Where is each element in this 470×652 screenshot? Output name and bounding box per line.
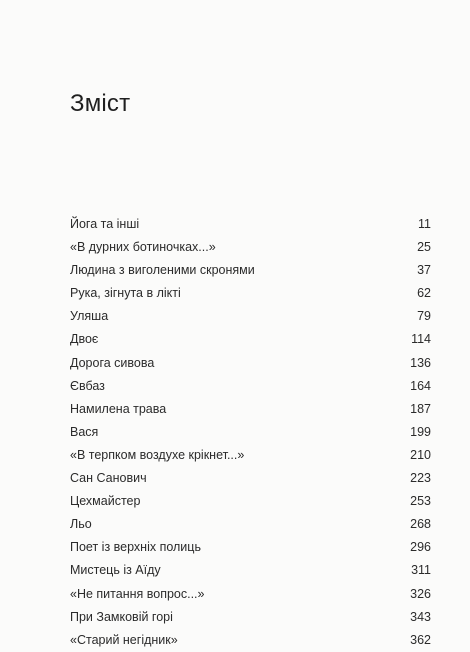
toc-entry [70, 328, 431, 351]
table-of-contents [70, 213, 431, 652]
toc-entry-page: 362 [410, 632, 431, 647]
toc-entry-title: Цехмайстер [70, 494, 141, 509]
toc-entry [70, 490, 431, 513]
toc-entry-page: 326 [410, 586, 431, 601]
toc-entry-title: Поет із верхніх полиць [70, 540, 201, 555]
toc-entry [70, 375, 431, 398]
toc-entry-page: 223 [410, 471, 431, 486]
toc-entry-page: 25 [417, 240, 431, 255]
toc-entry-page: 253 [410, 494, 431, 509]
toc-entry-title: Льо [70, 517, 92, 532]
toc-entry-page: 136 [410, 355, 431, 370]
toc-entry [70, 583, 431, 606]
toc-entry [70, 467, 431, 490]
toc-entry-title: Намилена трава [70, 401, 167, 416]
toc-entry-title: Дорога сивова [70, 355, 155, 370]
toc-entry [70, 213, 431, 236]
toc-entry-title: Уляша [70, 309, 109, 324]
toc-entry-title: Йога та інші [70, 217, 140, 231]
toc-entry [70, 606, 431, 629]
toc-entry-page: 296 [410, 540, 431, 555]
toc-entry-title: Сан Санович [70, 471, 147, 486]
toc-entry-title: «Не питання вопрос...» [70, 586, 205, 601]
toc-entry-title: Євбаз [70, 378, 105, 393]
toc-entry-page: 11 [418, 217, 431, 231]
toc-entry-title: При Замковій горі [70, 609, 173, 624]
toc-entry [70, 236, 431, 259]
toc-entry [70, 559, 431, 582]
toc-entry [70, 305, 431, 328]
toc-entry-page: 62 [417, 286, 431, 301]
toc-entry-page: 311 [411, 563, 431, 578]
toc-entry [70, 421, 431, 444]
page-title: Зміст [70, 90, 131, 117]
toc-entry-page: 343 [410, 609, 431, 624]
toc-entry-page: 210 [410, 447, 431, 462]
toc-entry-title: «В терпком воздухе крікнет...» [70, 447, 245, 462]
toc-entry-page: 199 [410, 424, 431, 439]
toc-entry-title: Рука, зігнута в лікті [70, 286, 181, 301]
toc-entry-title: «В дурних ботиночках...» [70, 240, 216, 255]
toc-entry [70, 282, 431, 305]
toc-entry-page: 37 [417, 263, 431, 278]
toc-entry-page: 114 [411, 332, 431, 347]
toc-entry-title: Вася [70, 424, 99, 439]
toc-entry-page: 79 [417, 309, 431, 324]
toc-entry [70, 352, 431, 375]
toc-entry-page: 164 [410, 378, 431, 393]
toc-entry-page: 187 [410, 401, 431, 416]
toc-entry-title: «Старий негідник» [70, 632, 178, 647]
toc-entry-title: Двоє [70, 332, 99, 347]
toc-entry [70, 259, 431, 282]
toc-entry [70, 398, 431, 421]
toc-entry-title: Людина з виголеними скронями [70, 263, 255, 278]
toc-entry [70, 629, 431, 652]
toc-entry [70, 513, 431, 536]
toc-entry-title: Мистець із Аїду [70, 563, 161, 578]
toc-entry-page: 268 [410, 517, 431, 532]
toc-entry [70, 536, 431, 559]
toc-entry [70, 444, 431, 467]
